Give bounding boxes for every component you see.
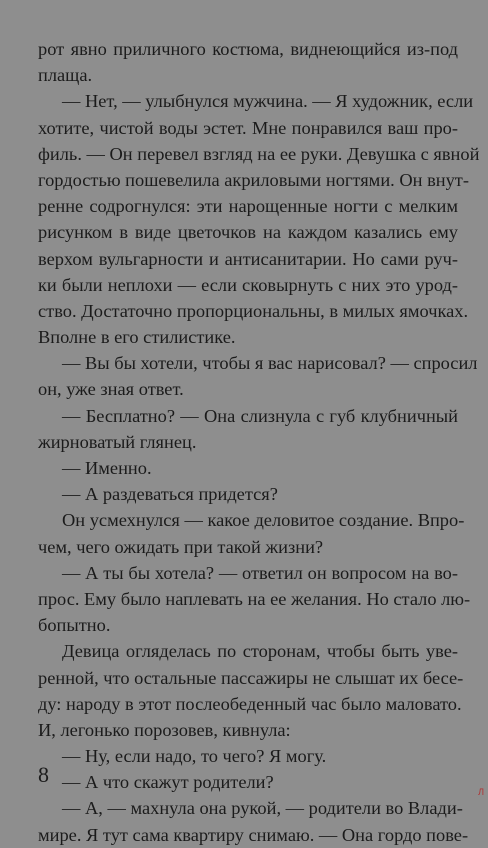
text-line: — А ты бы хотела? — ответил он вопросом на во- bbox=[62, 562, 458, 583]
text-line: рот явно приличного костюма, виднеющийся из-под bbox=[38, 39, 458, 59]
text-line: — Именно. bbox=[62, 458, 152, 478]
text-line: И, легонько порозовев, кивнула: bbox=[38, 719, 291, 740]
text-line: гордостью пошевелила акриловыми ногтями. Он внут- bbox=[38, 169, 469, 190]
text-line: — А раздеваться придется? bbox=[62, 484, 278, 505]
corner-mark: Л bbox=[478, 787, 484, 797]
text-line: прос. Ему было наплевать на ее желания. Но стало лю- bbox=[38, 588, 471, 609]
text-line: — Бесплатно? — Она слизнула с губ клубничный bbox=[62, 405, 458, 426]
text-line: филь. — Он перевел взгляд на ее руки. Девушка с явной bbox=[38, 143, 480, 164]
text-line: плаща. bbox=[38, 65, 93, 86]
page-number: 8 bbox=[38, 762, 49, 787]
text-line: хотите, чистой воды эстет. Мне понравился ваш про- bbox=[38, 117, 458, 138]
text-line: рисунком в виде цветочков на каждом казались ему bbox=[38, 222, 458, 243]
text-line: Вполне в его стилистике. bbox=[38, 327, 236, 348]
text-line: верхом вульгарности и антисанитарии. Но сами руч- bbox=[38, 248, 458, 269]
text-line: — Вы бы хотели, чтобы я вас нарисовал? — спросил bbox=[62, 353, 478, 374]
text-line: ренной, что остальные пассажиры не слышат их бесе- bbox=[38, 667, 464, 688]
text-line: ренне содрогнулся: эти нарощенные ногти с мелким bbox=[38, 196, 458, 217]
text-line: ки были неплохи — если сковырнуть с них это урод- bbox=[38, 274, 458, 295]
text-line: чем, чего ожидать при такой жизни? bbox=[38, 536, 324, 557]
text-line: ство. Достаточно пропорциональны, в милых ямочках. bbox=[38, 300, 469, 321]
text-line: жирноватый глянец. bbox=[38, 431, 197, 452]
text-line: — А, — махнула она рукой, — родители во Влади- bbox=[62, 798, 463, 819]
text-line: Девица огляделась по сторонам, чтобы быть уве- bbox=[62, 641, 458, 662]
text-line: — Ну, если надо, то чего? Я могу. bbox=[62, 746, 327, 767]
text-line: мире. Я тут сама квартиру снимаю. — Она гордо пове- bbox=[38, 824, 469, 845]
text-line: он, уже зная ответ. bbox=[38, 379, 184, 400]
body-text bbox=[38, 36, 480, 848]
text-line: — Нет, — улыбнулся мужчина. — Я художник, если bbox=[62, 91, 474, 112]
text-line: бопытно. bbox=[38, 615, 111, 636]
text-line: ду: народу в этот послеобеденный час было маловато. bbox=[38, 693, 462, 714]
text-line: Он усмехнулся — какое деловитое создание. Впро- bbox=[62, 510, 465, 531]
text-line: — А что скажут родители? bbox=[62, 772, 274, 793]
